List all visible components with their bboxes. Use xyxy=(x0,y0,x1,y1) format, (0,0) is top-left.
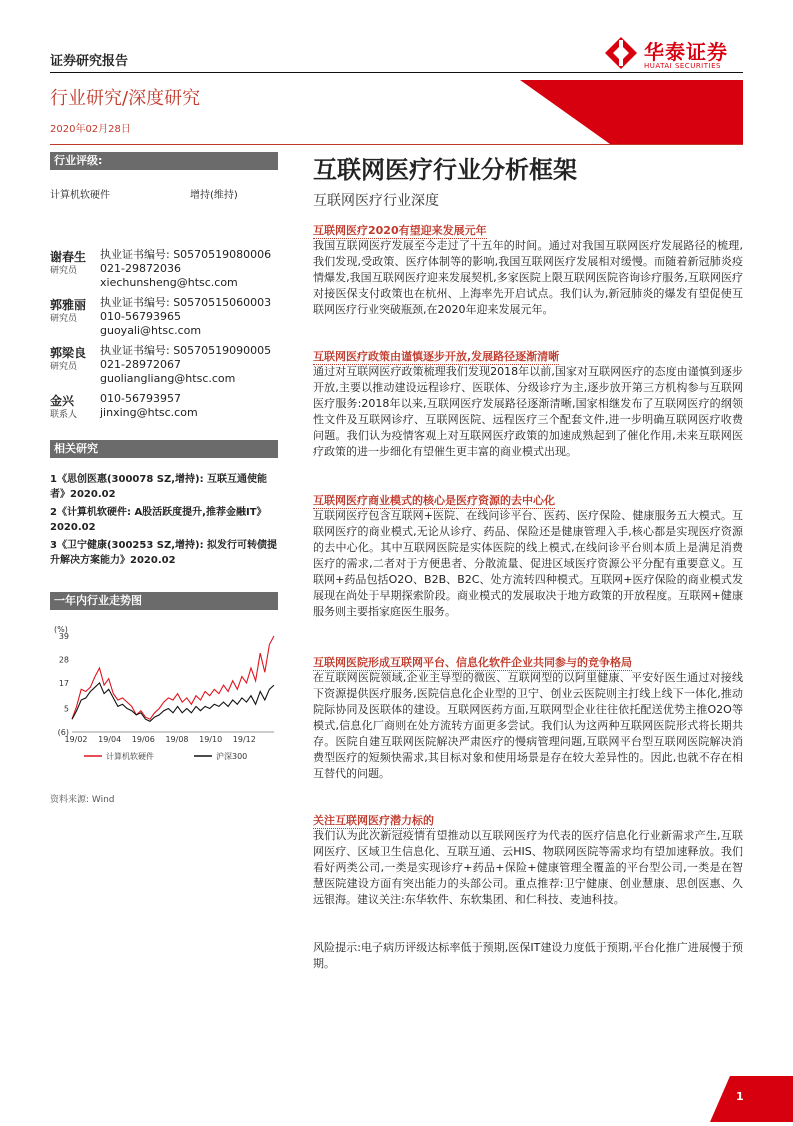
analyst-name: 郭雅丽 xyxy=(50,298,87,312)
x-tick-label: 19/10 xyxy=(199,735,223,744)
category-label: 行业研究/深度研究 xyxy=(50,88,201,109)
trend-chart-svg xyxy=(50,622,282,772)
y-tick-label: 17 xyxy=(58,678,69,688)
rating-industry: 计算机软硬件 xyxy=(50,190,110,201)
header-rule xyxy=(50,72,743,73)
related-item[interactable]: 2《计算机软硬件: A股活跃度提升,推荐金融IT》2020.02 xyxy=(50,507,267,533)
analyst-cert: 执业证书编号: S0570519090005 xyxy=(100,344,272,357)
section-body: 我们认为此次新冠疫情有望推动以互联网医疗为代表的医疗信息化行业新需求产生,互联网医疗、区域卫生信息化、互联互通、云HIS、物联网医院等需求均有望加速释放。我们看好两类公司,一类是实现诊疗+药品+保险+健康管理全覆盖的平台型公司,一类是在智慧医院建设方面有突出能力的头部公司。重点推荐:卫宁健康、创业慧康、思创医惠、久远银海。建议关注:东华软件、东软集团、和仁科技、麦迪科技。 xyxy=(313,829,743,906)
analyst-email[interactable]: xiechunsheng@htsc.com xyxy=(100,276,238,289)
report-type: 证券研究报告 xyxy=(50,54,129,69)
analyst-card xyxy=(50,296,290,344)
series-line-hs300 xyxy=(72,683,274,721)
page-subtitle: 互联网医疗行业深度 xyxy=(313,193,439,209)
x-tick-label: 19/06 xyxy=(131,735,155,744)
y-tick-label: (6) xyxy=(57,728,69,737)
analyst-role: 研究员 xyxy=(50,314,78,324)
logo-cn: 华泰证券 xyxy=(644,40,728,64)
legend-label: 沪深300 xyxy=(216,752,248,761)
y-tick-label: 39 xyxy=(58,632,69,641)
section-heading: 关注互联网医疗潜力标的 xyxy=(313,814,434,827)
related-item[interactable]: 1《思创医惠(300078 SZ,增持): 互联互通使能者》2020.02 xyxy=(50,474,268,500)
legend-label: 计算机软硬件 xyxy=(106,752,154,761)
analyst-cert: 执业证书编号: S0570515060003 xyxy=(100,296,272,309)
logo-mark-icon xyxy=(604,36,638,70)
analyst-list xyxy=(50,248,290,432)
section-heading: 互联网医疗2020有望迎来发展元年 xyxy=(313,224,487,237)
rating-value: 增持(维持) xyxy=(190,190,238,201)
analyst-role: 联系人 xyxy=(50,410,78,420)
y-axis-label: (%) xyxy=(54,625,68,634)
analyst-card xyxy=(50,248,290,296)
analyst-phone: 010-56793965 xyxy=(100,310,181,323)
section-heading: 互联网医院形成互联网平台、信息化软件企业共同参与的竞争格局 xyxy=(313,656,632,669)
analyst-name: 谢春生 xyxy=(50,250,87,264)
analyst-card xyxy=(50,392,290,432)
page-number: 1 xyxy=(736,1090,744,1103)
report-date: 2020年02月28日 xyxy=(50,124,131,135)
banner-rule xyxy=(50,144,743,145)
analyst-phone: 021-29872036 xyxy=(100,262,181,275)
x-tick-label: 19/02 xyxy=(64,735,88,744)
analyst-phone: 021-28972067 xyxy=(100,358,181,371)
y-tick-label: 28 xyxy=(58,655,69,665)
analyst-cert: 执业证书编号: S0570519080006 xyxy=(100,248,272,261)
trend-chart xyxy=(50,622,282,772)
section-body: 通过对互联网医疗政策梳理我们发现2018年以前,国家对互联网医疗的态度由谨慎到逐步开放,主要以推动建设远程诊疗、医联体、分级诊疗为主,逐步放开第三方机构参与互联网医疗服务:2018年以来,互联网医疗发展路径逐渐清晰,国家相继发布了互联网医疗的纲领性文件及互联网诊疗、互联网医院、远程医疗三个配套文件,进一步明确互联网医疗收费问题。我们认为疫情客观上对互联网医疗政策的加速成熟起到了催化作用,未来互联网医疗政策的进一步细化有望催生更丰富的商业模式出现。 xyxy=(313,365,743,458)
category-banner xyxy=(50,80,743,144)
analyst-card xyxy=(50,344,290,392)
analyst-role: 研究员 xyxy=(50,362,78,372)
section-heading: 互联网医疗政策由谨慎逐步开放,发展路径逐渐清晰 xyxy=(313,350,560,363)
analyst-role: 研究员 xyxy=(50,266,78,276)
related-list xyxy=(50,472,282,568)
brand-logo xyxy=(604,36,744,72)
analyst-email[interactable]: jinxing@htsc.com xyxy=(100,406,198,419)
x-tick-label: 19/08 xyxy=(165,735,189,744)
analyst-name: 金兴 xyxy=(50,394,75,408)
analyst-email[interactable]: guoyali@htsc.com xyxy=(100,324,202,337)
logo-en: HUATAI SECURITIES xyxy=(644,62,721,70)
x-tick-label: 19/04 xyxy=(98,735,122,744)
section-body: 我国互联网医疗发展至今走过了十五年的时间。通过对我国互联网医疗发展路径的梳理,我们发现,受政策、医疗体制等的影响,我国互联网医疗发展相对缓慢。而随着新冠肺炎疫情爆发,我国互联网医疗迎来发展契机,多家医院上限互联网医院咨询诊疗服务,互联网医疗对接医保支付政策也在杭州、上海率先开启试点。我们认为,新冠肺炎的爆发有望促使互联网医疗行业突破瓶颈,在2020年迎来发展元年。 xyxy=(313,239,743,316)
analyst-name: 郭梁良 xyxy=(50,346,87,360)
analyst-email[interactable]: guoliangliang@htsc.com xyxy=(100,372,236,385)
related-item[interactable]: 3《卫宁健康(300253 SZ,增持): 拟发行可转债提升解决方案能力》2020.02 xyxy=(50,540,278,566)
section-body: 互联网医疗包含互联网+医院、在线问诊平台、医药、医疗保险、健康服务五大模式。互联网医疗的商业模式,无论从诊疗、药品、保险还是健康管理入手,核心都是实现医疗资源的去中心化。其中互联网医院是实体医院的线上模式,在线问诊平台则本质上是满足消费医疗的需求,二者对于方便患者、分散流量、促进区域医疗资源公平分配有重要意义。互联网+药品包括O2O、B2B、B2C、处方流转四种模式。互联网+医疗保险的商业模式发展现在尚处于早期探索阶段。商业模式的发展取决于地方政策的开放程度。互联网+健康服务则主要指家庭医生服务。 xyxy=(313,509,743,618)
y-tick-label: 5 xyxy=(63,704,69,714)
section-heading: 互联网医疗商业模式的核心是医疗资源的去中心化 xyxy=(313,494,555,507)
page-title: 互联网医疗行业分析框架 xyxy=(313,156,577,184)
x-tick-label: 19/12 xyxy=(232,735,256,744)
analyst-phone: 010-56793957 xyxy=(100,392,181,405)
section-body: 在互联网医院领域,企业主导型的微医、互联网型的以阿里健康、平安好医生通过对接线下资源提供医疗服务,医院信息化企业型的卫宁、创业云医院则主打线上线下一体化,推动院际协同及医联体的建设。互联网医药方面,互联网型企业往往依托配送优势主推O2O等模式,信息化厂商则在处方流转方面更多尝试。我们认为这两种互联网医院形式将长期共存。医院自建互联网医院解决严肃医疗的慢病管理问题,互联网平台型互联网医院解决消费型医疗的短频快需求,其目标对象和使用场景是存在较大差异性的。因此,也就不存在相互替代的问题。 xyxy=(313,671,743,780)
series-line-industry xyxy=(72,636,274,719)
chart-title: 一年内行业走势图 xyxy=(50,592,278,610)
rating-title: 行业评级: xyxy=(50,152,278,170)
chart-source: 资料来源: Wind xyxy=(50,795,115,805)
page-corner xyxy=(710,1076,793,1122)
risk-warning: 风险提示:电子病历评级达标率低于预期,医保IT建设力度低于预期,平台化推广进展慢于预期。 xyxy=(313,941,743,970)
related-title: 相关研究 xyxy=(50,440,278,458)
